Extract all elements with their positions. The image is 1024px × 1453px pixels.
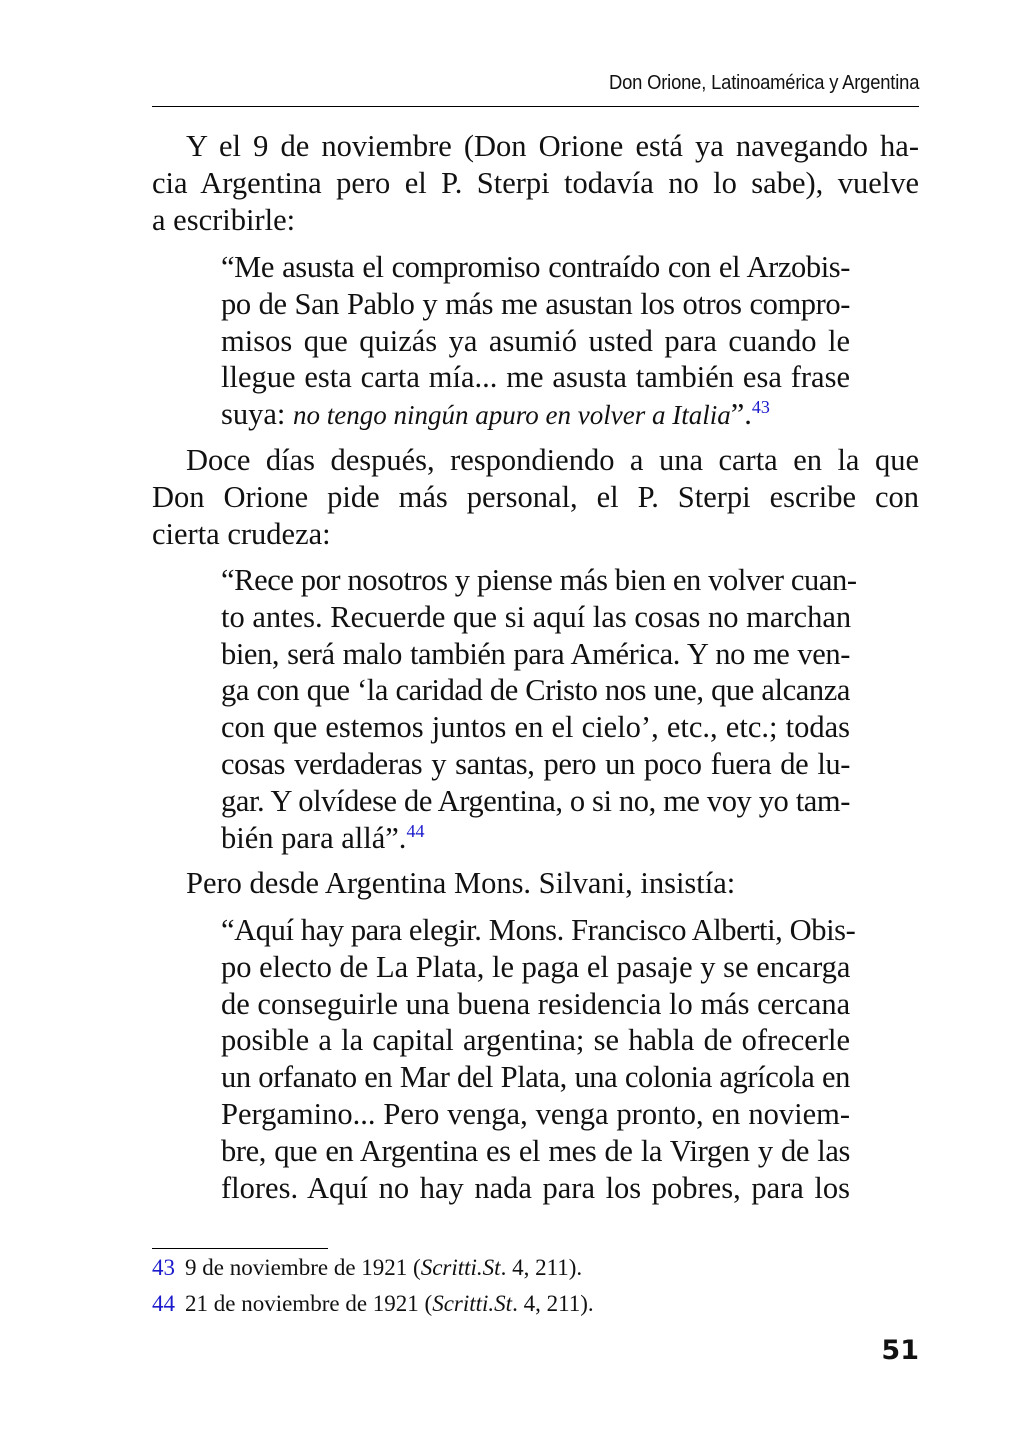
text-line: de conseguirle una buena residencia lo más cercana bbox=[221, 986, 851, 1021]
text-line: con que estemos juntos en el cielo’, etc., etc.; todas bbox=[221, 710, 850, 745]
text-line: Doce días después, respondiendo a una carta en la que bbox=[186, 443, 919, 477]
header-rule bbox=[152, 106, 919, 107]
text-fragment: ”. bbox=[730, 397, 752, 432]
text-line: Pero desde Argentina Mons. Silvani, insistía: bbox=[186, 866, 736, 900]
text-fragment: suya: bbox=[221, 397, 294, 432]
footnote-text: 9 de noviembre de 1921 ( bbox=[185, 1255, 421, 1280]
text-line: “Aquí hay para elegir. Mons. Francisco Alberti, Obis- bbox=[221, 913, 856, 947]
text-line: un orfanato en Mar del Plata, una colonia agrícola en bbox=[221, 1060, 850, 1095]
footnote-source: Scritti.St bbox=[432, 1291, 513, 1316]
text-line: posible a la capital argentina; se habla de ofrecerle bbox=[221, 1023, 850, 1058]
footnote-ref-44[interactable]: 44 bbox=[406, 820, 425, 841]
block-quote-3 bbox=[152, 912, 856, 1206]
text-line: to antes. Recuerde que si aquí las cosas no marchan bbox=[221, 599, 852, 634]
paragraph-3 bbox=[152, 865, 919, 902]
footnote-rule bbox=[152, 1248, 328, 1249]
footnote-44 bbox=[152, 1291, 594, 1317]
footnote-text: 21 de noviembre de 1921 ( bbox=[185, 1291, 433, 1316]
page-number: 51 bbox=[881, 1335, 919, 1366]
text-line: Don Orione pide más personal, el P. Sterpi escribe con bbox=[152, 479, 919, 514]
footnote-source: Scritti.St bbox=[420, 1255, 501, 1280]
text-line: ga con que ‘la caridad de Cristo nos une, que alcanza bbox=[221, 673, 850, 708]
block-quote-2 bbox=[152, 562, 857, 856]
text-line: po electo de La Plata, le paga el pasaje y se encarga bbox=[221, 949, 851, 984]
text-line: gar. Y olvídese de Argentina, o si no, me voy yo tam- bbox=[221, 783, 850, 818]
text-line: “Me asusta el compromiso contraído con el Arzobis- bbox=[221, 250, 850, 284]
text-line: cosas verdaderas y santas, pero un poco fuera de lu- bbox=[221, 746, 850, 781]
text-line: a escribirle: bbox=[152, 202, 296, 237]
block-quote-1 bbox=[152, 249, 850, 433]
text-fragment: bién para allá”. bbox=[221, 820, 407, 855]
text-line bbox=[221, 820, 850, 857]
footnote-text: . 4, 211). bbox=[500, 1255, 583, 1280]
text-line: misos que quizás ya asumió usted para cuando le bbox=[221, 323, 850, 358]
text-line: cia Argentina pero el P. Sterpi todavía no lo sabe), vuelve bbox=[152, 165, 919, 200]
text-line: Pergamino... Pero venga, venga pronto, en noviem- bbox=[221, 1096, 850, 1131]
footnote-43 bbox=[152, 1255, 582, 1281]
text-line: Y el 9 de noviembre (Don Orione está ya navegando ha- bbox=[186, 129, 919, 163]
text-line: llegue esta carta mía... me asusta también esa frase bbox=[221, 360, 850, 395]
footnote-text: . 4, 211). bbox=[512, 1291, 594, 1316]
text-line: cierta crudeza: bbox=[152, 516, 331, 551]
running-head: Don Orione, Latinoamérica y Argentina bbox=[608, 72, 919, 94]
footnote-ref-43[interactable]: 43 bbox=[751, 397, 770, 418]
text-line: “Rece por nosotros y piense más bien en volver cuan- bbox=[221, 563, 857, 597]
text-line: bien, será malo también para América. Y no me ven- bbox=[221, 636, 850, 671]
text-line: bre, que en Argentina es el mes de la Virgen y de las bbox=[221, 1133, 850, 1168]
text-line bbox=[221, 396, 850, 433]
footnote-number[interactable]: 43 bbox=[152, 1255, 175, 1280]
footnote-number[interactable]: 44 bbox=[152, 1291, 175, 1316]
text-line: po de San Pablo y más me asustan los otros compro- bbox=[221, 286, 850, 321]
paragraph-1 bbox=[152, 128, 919, 238]
paragraph-2 bbox=[152, 442, 919, 552]
italic-quote: no tengo ningún apuro en volver a Italia bbox=[293, 400, 731, 431]
text-line: flores. Aquí no hay nada para los pobres, para los bbox=[221, 1170, 850, 1205]
